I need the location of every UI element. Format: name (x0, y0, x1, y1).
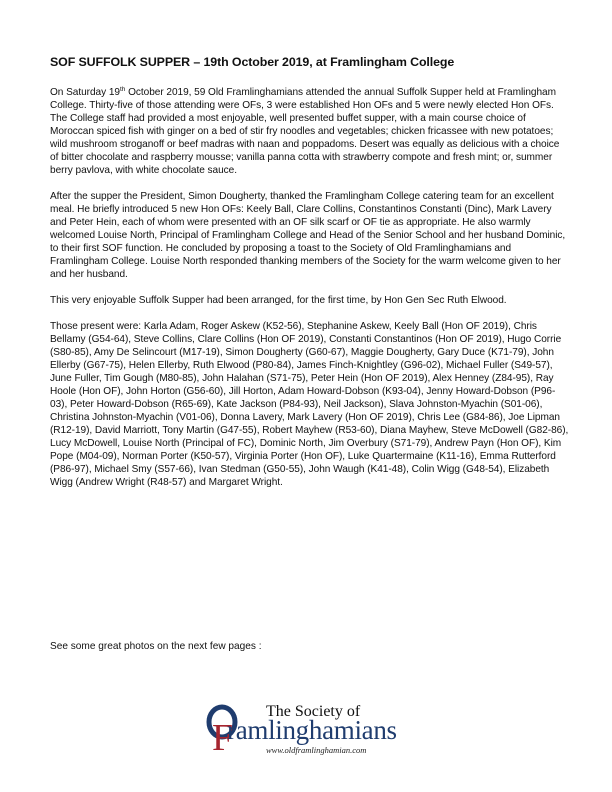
paragraph-event-summary (50, 86, 570, 177)
photos-note: See some great photos on the next few pages : (50, 641, 262, 652)
society-logo (200, 698, 440, 758)
document-body (50, 54, 570, 502)
logo-society-text: The Society of (266, 703, 361, 720)
logo-name-text: ramlinghamians (227, 715, 397, 745)
document-title: SOF SUFFOLK SUPPER – 19th October 2019, at Framlingham College (50, 55, 455, 69)
ordinal-suffix: th (120, 86, 126, 93)
paragraph-event-summary-start: On Saturday 19 (50, 87, 121, 98)
logo-url: www.oldframlinghamian.com (266, 745, 367, 755)
paragraph-arranged-by: This very enjoyable Suffolk Supper had been arranged, for the first time, by Hon Gen Sec Ruth Elwood. (50, 295, 507, 306)
logo-letter-f: F (212, 717, 234, 758)
paragraph-attendees: Those present were: Karla Adam, Roger Askew (K52-56), Stephanine Askew, Keely Ball (Hon OF 2019), Chris Bellamy (G54-64), Steve Collins, Clare Collins (Hon OF 2019), Constanti Constantinos (Hon OF 2019), Hugo Corrie (S80-85), Amy De Selincourt (M17-19), Simon Dougherty (G60-67), Maggie Dougherty, Gary Duce (K71-79), John Ellerby (G67-75), Helen Ellerby, Ruth Elwood (P80-84), James Finch-Knightley (G96-02), Michael Fuller (S49-57), June Fuller, Tim Gough (M80-85), John Halahan (S71-75), Peter Hein (Hon OF 2019), Alex Henney (Z84-95), Ray Hoole (Hon OF), John Horton (G56-60), Jill Horton, Adam Howard-Dobson (K93-04), Jenny Howard-Dobson (P96-03), Peter Howard-Dobson (R65-69), Kate Jackson (P84-93), Neil Jackson), Slava Johnston-Myachin (S01-06), Christina Johnston-Myachin (V01-06), Donna Lavery, Mark Lavery (Hon OF 2019), Chris Lee (G84-86), Joe Lipman (R12-19), David Marriott, Tony Martin (G47-55), Robert Mayhew (R53-60), Diana Mayhew, Steve McDowell (G82-86), Lucy McDowell, Louise North (Principal of FC), Dominic North, Jim Overbury (S71-79), Andrew Payn (Hon OF), Kim Pope (M04-09), Norman Porter (K50-57), Virginia Porter (Hon OF), Luke Quartermaine (K11-16), Emma Rutterford (P86-97), Michael Smy (S57-66), Ivan Stedman (G50-55), John Waugh (K41-48), Colin Wigg (G48-54), Elizabeth Wigg (Andrew Wright (R48-57) and Margaret Wright. (50, 321, 569, 488)
paragraph-event-summary-rest: October 2019, 59 Old Framlinghamians attended the annual Suffolk Supper held at Framlingham College. Thirty-five of those attending were OFs, 3 were established Hon OFs and 5 were newly elected Hon OFs. The College staff had provided a most enjoyable, well presented buffet supper, with a main course choice of Moroccan spiced fish with ginger on a bed of stir fry noodles and vegetables; chicken fricassee with new potatoes; wild mushroom stroganoff or beef madras with naan and poppadoms. Desert was equally as delicious with a choice of bitter chocolate and raspberry mousse; vanilla panna cotta with strawberry compote and fresh mint; or, summer berry pavlova, with white chocolate sauce. (50, 87, 560, 176)
paragraph-after-supper: After the supper the President, Simon Dougherty, thanked the Framlingham College catering team for an excellent meal. He briefly introduced 5 new Hon OFs: Keely Ball, Clare Collins, Constantinos Constanti (Dinc), Mark Lavery and Peter Hein, each of whom were presented with an OF silk scarf or OF tie as appropriate. He also warmly welcomed Louise North, Principal of Framlingham College and Head of the Senior School and her husband Dominic, to their first SOF function. He concluded by proposing a toast to the Society of Old Framlinghamians and Framlingham College. Louise North responded thanking members of the Society for the warm welcome given to her and her husband. (50, 191, 566, 280)
